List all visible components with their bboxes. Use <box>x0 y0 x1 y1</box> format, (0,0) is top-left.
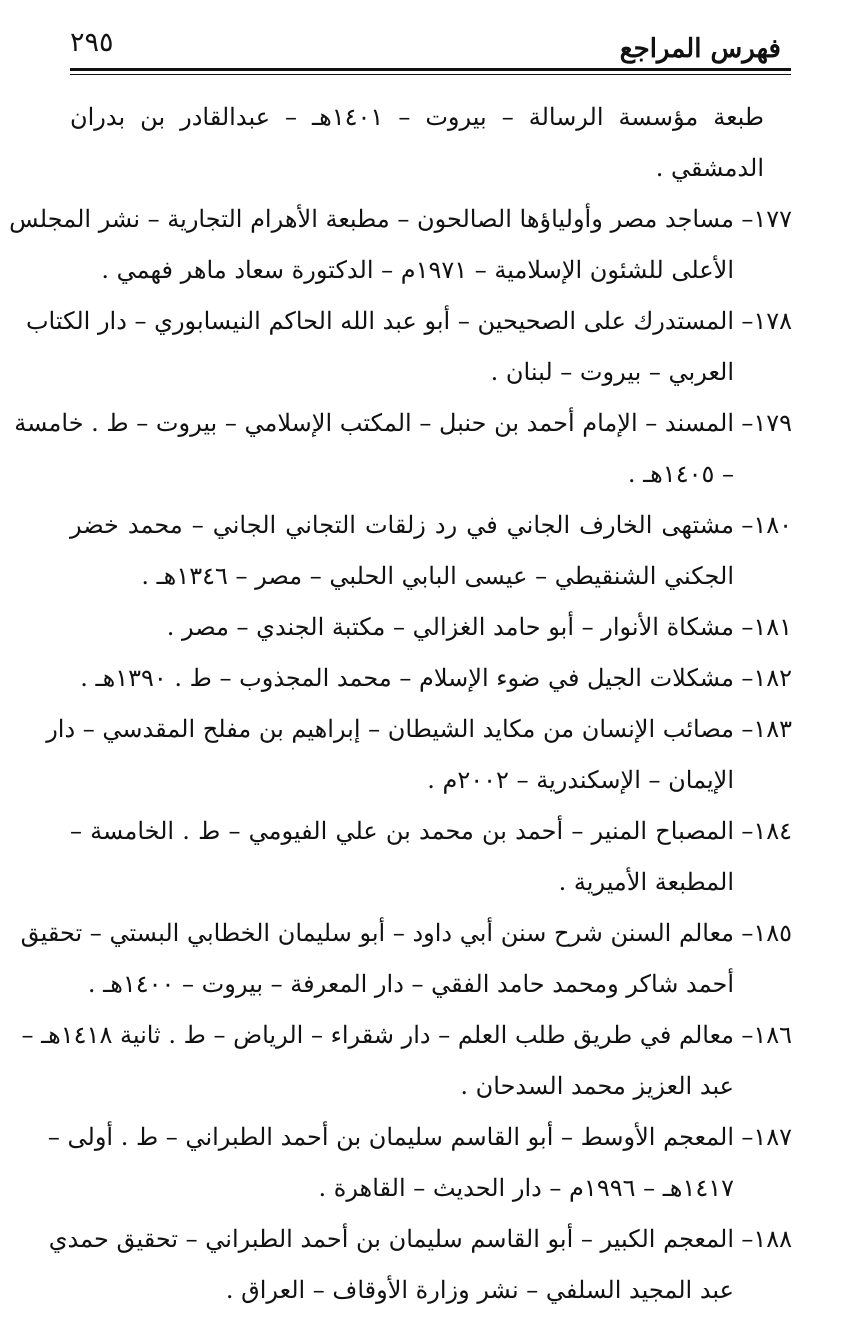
reference-line: عبد المجيد السلفي – نشر وزارة الأوقاف – العراق . <box>225 1276 734 1304</box>
reference-number: ١٧٨– <box>741 307 792 335</box>
reference-number: ١٨٤– <box>741 817 792 845</box>
reference-text: مساجد مصر وأولياؤها الصالحون – مطبعة الأهرام التجارية – نشر المجلس <box>9 205 734 233</box>
reference-line <box>46 704 792 755</box>
reference-line <box>9 194 792 245</box>
reference-line: المطبعة الأميرية . <box>558 868 734 896</box>
reference-number: ١٨١– <box>741 613 792 641</box>
reference-text: مشتهى الخارف الجاني في رد زلقات التجاني الجاني – محمد خضر <box>70 511 734 539</box>
page-number: ٢٩٥ <box>70 27 114 58</box>
reference-line <box>14 398 792 449</box>
reference-text: المستدرك على الصحيحين – أبو عبد الله الحاكم النيسابوري – دار الكتاب <box>25 307 734 335</box>
reference-number: ١٨٧– <box>741 1123 792 1151</box>
reference-entry-180 <box>70 500 792 602</box>
reference-line <box>48 1214 792 1265</box>
reference-number: ١٧٧– <box>741 205 792 233</box>
reference-text: المعجم الأوسط – أبو القاسم سليمان بن أحمد الطبراني – ط . أولى – <box>47 1123 734 1151</box>
reference-line <box>20 908 792 959</box>
reference-entry-184 <box>70 806 792 908</box>
reference-line: العربي – بيروت – لبنان . <box>490 358 734 386</box>
reference-entry-185 <box>20 908 792 1010</box>
reference-entry-182 <box>70 653 792 704</box>
reference-line <box>25 296 792 347</box>
reference-number: ١٧٩– <box>741 409 792 437</box>
reference-line: – ١٤٠٥هـ . <box>627 460 734 488</box>
reference-line <box>70 806 792 857</box>
references-list <box>9 92 792 1316</box>
reference-entry-187 <box>47 1112 792 1214</box>
reference-entry-183 <box>46 704 792 806</box>
reference-number: ١٨٣– <box>741 715 792 743</box>
reference-entry-178 <box>25 296 792 398</box>
reference-line: الدمشقي . <box>655 154 764 182</box>
reference-line <box>47 1112 792 1163</box>
reference-line: الجكني الشنقيطي – عيسى البابي الحلبي – مصر – ١٣٤٦هـ . <box>141 562 734 590</box>
reference-text: المعجم الكبير – أبو القاسم سليمان بن أحمد الطبراني – تحقيق حمدي <box>48 1225 734 1253</box>
reference-line <box>70 500 792 551</box>
reference-text: معالم السنن شرح سنن أبي داود – أبو سليمان الخطابي البستي – تحقيق <box>20 919 734 947</box>
reference-number: ١٨٨– <box>741 1225 792 1253</box>
reference-line <box>70 602 792 653</box>
reference-line: عبد العزيز محمد السدحان . <box>460 1072 734 1100</box>
reference-number: ١٨٢– <box>741 664 792 692</box>
reference-entry-186 <box>21 1010 792 1112</box>
reference-line <box>70 653 792 704</box>
reference-line: أحمد شاكر ومحمد حامد الفقي – دار المعرفة – بيروت – ١٤٠٠هـ . <box>87 970 734 998</box>
reference-entry-177 <box>9 194 792 296</box>
header-rule-thick <box>70 68 791 71</box>
reference-entry-181 <box>70 602 792 653</box>
reference-text: معالم في طريق طلب العلم – دار شقراء – الرياض – ط . ثانية ١٤١٨هـ – <box>21 1021 734 1049</box>
reference-line: ١٤١٧هـ – ١٩٩٦م – دار الحديث – القاهرة . <box>318 1174 734 1202</box>
reference-text: المسند – الإمام أحمد بن حنبل – المكتب الإسلامي – بيروت – ط . خامسة <box>14 409 734 437</box>
reference-entry-179 <box>14 398 792 500</box>
running-title: فهرس المراجع <box>619 34 781 64</box>
reference-text: المصباح المنير – أحمد بن محمد بن علي الفيومي – ط . الخامسة – <box>70 817 734 845</box>
reference-number: ١٨٠– <box>741 511 792 539</box>
reference-line: طبعة مؤسسة الرسالة – بيروت – ١٤٠١هـ – عبدالقادر بن بدران <box>70 103 764 131</box>
reference-line: الإيمان – الإسكندرية – ٢٠٠٢م . <box>427 766 734 794</box>
reference-text: مشكاة الأنوار – أبو حامد الغزالي – مكتبة الجندي – مصر . <box>166 613 734 641</box>
reference-text: مصائب الإنسان من مكايد الشيطان – إبراهيم بن مفلح المقدسي – دار <box>46 715 734 743</box>
reference-entry-188 <box>48 1214 792 1316</box>
reference-text: مشكلات الجيل في ضوء الإسلام – محمد المجذوب – ط . ١٣٩٠هـ . <box>80 664 734 692</box>
reference-line <box>21 1010 792 1061</box>
header-rule-thin <box>70 74 791 75</box>
reference-number: ١٨٦– <box>741 1021 792 1049</box>
reference-entry-continued <box>70 92 792 194</box>
reference-number: ١٨٥– <box>741 919 792 947</box>
reference-line: الأعلى للشئون الإسلامية – ١٩٧١م – الدكتورة سعاد ماهر فهمي . <box>101 256 734 284</box>
